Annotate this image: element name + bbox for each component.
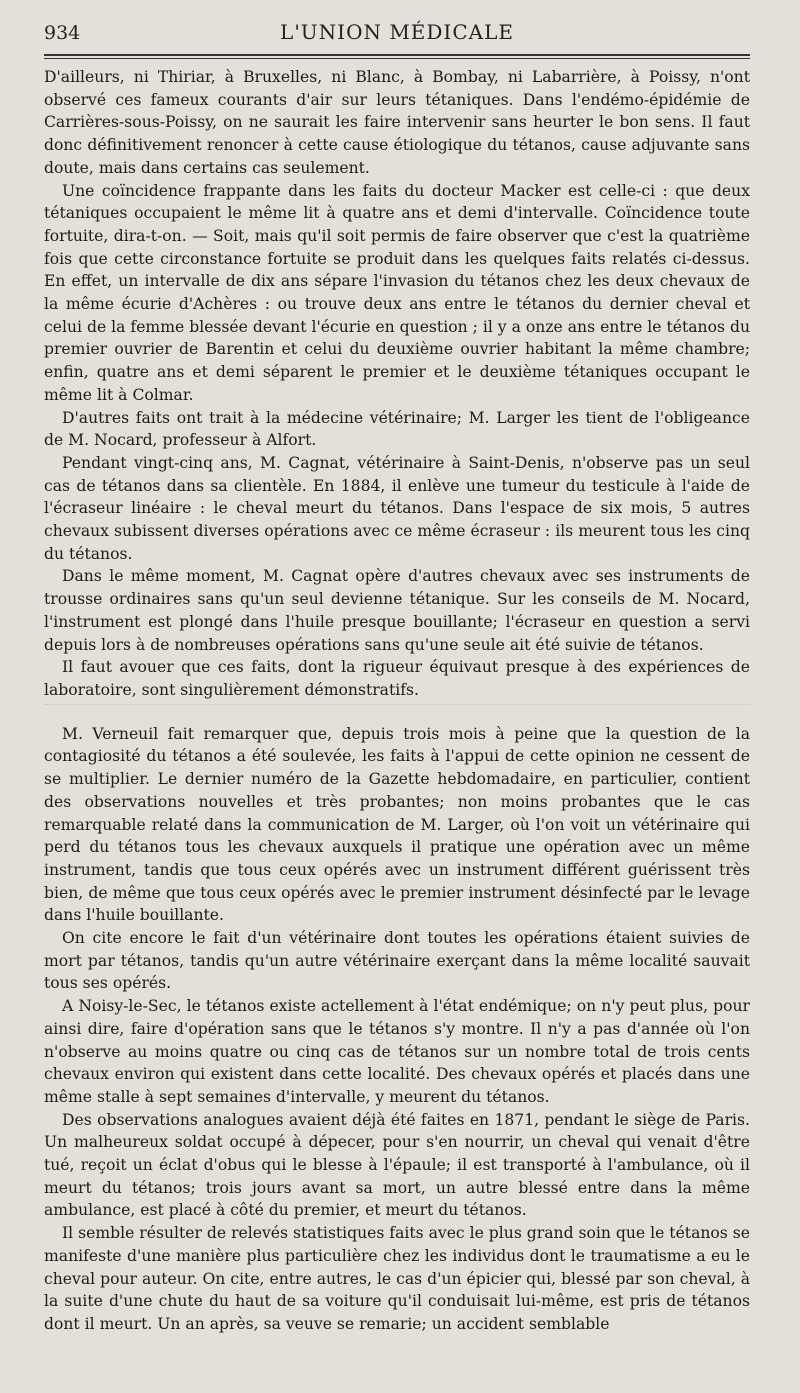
paragraph: Il semble résulter de relevés statistiques faits avec le plus grand soin que le tétanos se manifeste d'une manière plus particulière chez les individus dont le traumatisme a eu le cheval pour auteur. On cite, entre autres, le cas d'un épicier qui, blessé par son cheval, à la suite d'une chute du haut de sa voiture qu'il conduisait lui-même, est pris de tétanos dont il meurt. Un an après, sa veuve se remarie; un accident semblable (44, 1224, 750, 1333)
paragraph: Des observations analogues avaient déjà été faites en 1871, pendant le siège de Paris. Un malheureux soldat occupé à dépecer, pour s'en nourrir, un cheval qui venait d'être tué, reçoit un éclat d'obus qui le blesse à l'épaule; il est transporté à l'ambulance, où il meurt du tétanos; trois jours avant sa mort, un autre blessé entre dans la même ambulance, est placé à côté du premier, et meurt du tétanos. (44, 1110, 750, 1220)
paragraph: Une coïncidence frappante dans les faits du docteur Macker est celle-ci : que deux tétaniques occupaient le même lit à quatre ans et demi d'intervalle. Coïncidence toute fortuite, dira-t-on. — Soit, mais qu'il soit permis de faire observer que c'est la quatrième fois que cette circonstance fortuite se produit dans les quelques faits relatés ci-dessus. En effet, un intervalle de dix ans sépare l'invasion du tétanos chez les deux chevaux de la même écurie d'Achères : ou trouve deux ans entre le tétanos du dernier cheval et celui de la femme blessée devant l'écurie en question ; il y a onze ans entre le tétanos du premier ouvrier de Barentin et celui du deuxième ouvrier habitant la même chambre; enfin, quatre ans et demi séparent le premier et le deuxième tétaniques occupant le même lit à Colmar. (44, 181, 750, 404)
paragraph: Dans le même moment, M. Cagnat opère d'autres chevaux avec ses instruments de trousse ordinaires sans qu'un seul devienne tétanique. Sur les conseils de M. Nocard, l'instrument est plongé dans l'huile presque bouillante; l'écraseur en question a servi depuis lors à de nombreuses opérations sans qu'une seule ait été suivie de tétanos. (44, 567, 750, 654)
section-separator (44, 704, 750, 719)
paragraph: D'ailleurs, ni Thiriar, à Bruxelles, ni Blanc, à Bombay, ni Labarrière, à Poissy, n'ont observé ces fameux courants d'air sur leurs tétaniques. Dans l'endémo-épidémie de Carrières-sous-Poissy, on ne saurait les faire intervenir sans heurter le bon sens. Il faut donc définitivement renoncer à cette cause étiologique du tétanos, cause adjuvante sans doute, mais dans certains cas seulement. (44, 68, 750, 177)
paragraph: Il faut avouer que ces faits, dont la rigueur équivaut presque à des expériences de laboratoire, sont singulièrement démonstratifs. (44, 658, 750, 699)
page-number: 934 (44, 22, 81, 44)
running-header (44, 18, 750, 46)
paragraph: Pendant vingt-cinq ans, M. Cagnat, vétérinaire à Saint-Denis, n'observe pas un seul cas de tétanos dans sa clientèle. En 1884, il enlève une tumeur du testicule à l'aide de l'écraseur linéaire : le cheval meurt du tétanos. Dans l'espace de six mois, 5 autres chevaux subissent diverses opérations avec ce même écraseur : ils meurent tous les cinq du tétanos. (44, 453, 750, 563)
header-rule (44, 54, 750, 59)
paragraph: A Noisy-le-Sec, le tétanos existe actellement à l'état endémique; on n'y peut plus, pour ainsi dire, faire d'opération sans que le tétanos s'y montre. Il n'y a pas d'année où l'on n'observe au moins quatre ou cinq cas de tétanos sur un nombre total de trois cents chevaux environ qui existent dans cette localité. Des chevaux opérés et placés dans une même stalle à sept semaines d'intervalle, y meurent du tétanos. (44, 997, 750, 1106)
body-text (44, 66, 750, 1336)
paragraph: M. Verneuil fait remarquer que, depuis trois mois à peine que la question de la contagiosité du tétanos a été soulevée, les faits à l'appui de cette opinion ne cessent de se multiplier. Le dernier numéro de la Gazette hebdomadaire, en particulier, contient des observations nouvelles et très probantes; non moins probantes que le cas remarquable relaté dans la communication de M. Larger, où l'on voit un vétérinaire qui perd du tétanos tous les chevaux auxquels il pratique une opération avec un même instrument, tandis que tous ceux opérés avec un instrument différent guérissent très bien, de même que tous ceux opérés avec le premier instrument désinfecté par le levage dans l'huile bouillante. (44, 724, 750, 925)
paragraph: On cite encore le fait d'un vétérinaire dont toutes les opérations étaient suivies de mort par tétanos, tandis qu'un autre vétérinaire exerçant dans la même localité sauvait tous ses opérés. (44, 929, 750, 993)
journal-title: L'UNION MÉDICALE (280, 20, 514, 44)
paragraph: D'autres faits ont trait à la médecine vétérinaire; M. Larger les tient de l'obligeance de M. Nocard, professeur à Alfort. (44, 408, 750, 450)
